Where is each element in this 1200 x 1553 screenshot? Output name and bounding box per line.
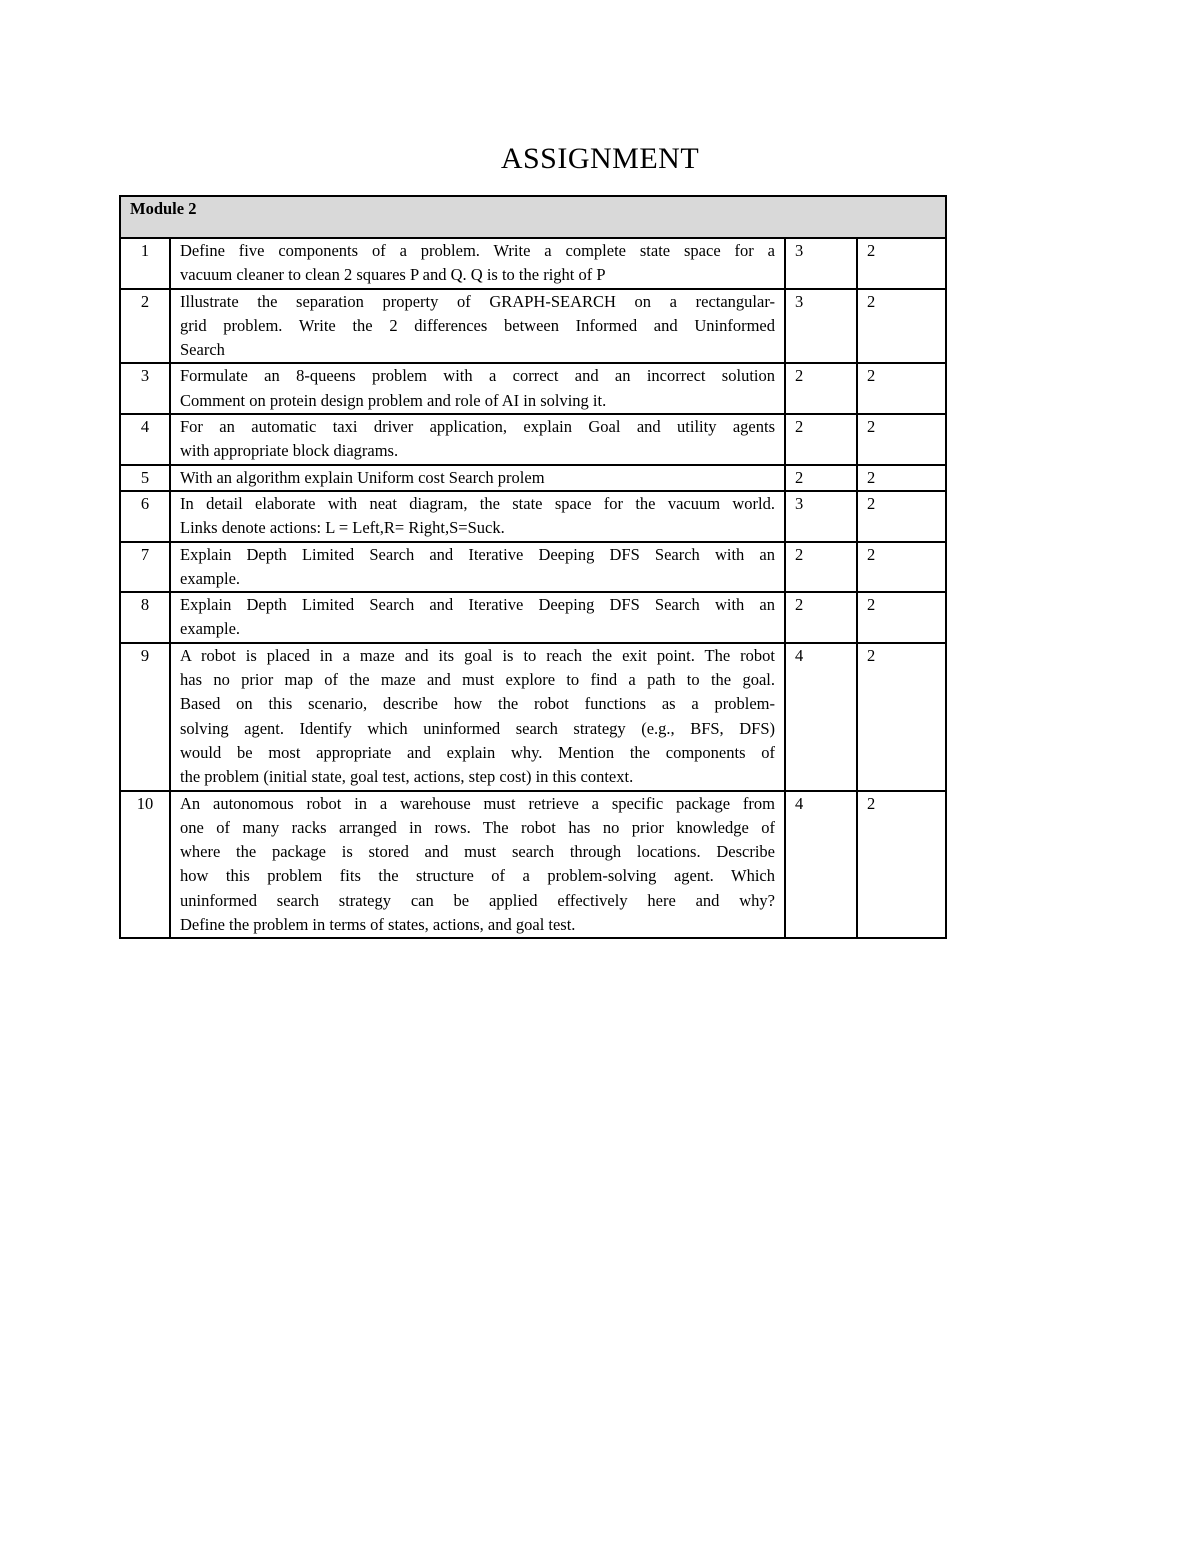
question-text-line: Based on this scenario, describe how the robot functions as a problem- <box>180 694 775 714</box>
question-text-line: solving agent. Identify which uninformed search strategy (e.g., BFS, DFS) <box>180 718 775 738</box>
question-number: 4 <box>120 414 170 465</box>
question-text-line: one of many racks arranged in rows. The robot has no prior knowledge of <box>180 817 775 837</box>
question-text-line: vacuum cleaner to clean 2 squares P and Q. Q is to the right of P <box>180 265 606 285</box>
question-marks: 2 <box>785 414 857 465</box>
question-number: 9 <box>120 643 170 791</box>
module-header-row <box>120 196 946 238</box>
question-text-line: Illustrate the separation property of GRAPH-SEARCH on a rectangular- <box>180 291 775 311</box>
question-number: 5 <box>120 465 170 491</box>
question-text-line: would be most appropriate and explain why. Mention the components of <box>180 742 775 762</box>
question-marks: 2 <box>785 592 857 643</box>
question-row <box>120 414 946 465</box>
question-number: 10 <box>120 791 170 939</box>
question-text-line: Links denote actions: L = Left,R= Right,S=Suck. <box>180 518 505 538</box>
question-text-line: with appropriate block diagrams. <box>180 441 399 461</box>
question-text-line: Define five components of a problem. Write a complete state space for a <box>180 241 775 260</box>
question-row <box>120 238 946 289</box>
question-row <box>120 491 946 542</box>
question-marks: 3 <box>785 289 857 364</box>
assignment-table <box>119 195 947 939</box>
module-label: Module 2 <box>120 196 946 238</box>
question-text <box>170 491 785 542</box>
question-text <box>170 465 785 491</box>
question-text-line: grid problem. Write the 2 differences between Informed and Uninformed <box>180 315 775 335</box>
question-number: 7 <box>120 542 170 593</box>
question-co: 2 <box>857 238 946 289</box>
question-row <box>120 363 946 414</box>
question-marks: 2 <box>785 363 857 414</box>
question-text-line: Define the problem in terms of states, actions, and goal test. <box>180 915 576 935</box>
question-number: 2 <box>120 289 170 364</box>
question-text <box>170 643 785 791</box>
question-text-line: For an automatic taxi driver application, explain Goal and utility agents <box>180 417 775 437</box>
question-co: 2 <box>857 643 946 791</box>
question-number: 1 <box>120 238 170 289</box>
question-text <box>170 238 785 289</box>
question-row <box>120 289 946 364</box>
question-row <box>120 592 946 643</box>
question-text-line: has no prior map of the maze and must explore to find a path to the goal. <box>180 670 775 690</box>
question-text-line: example. <box>180 568 241 588</box>
page-title: ASSIGNMENT <box>500 142 700 175</box>
question-text-line: Explain Depth Limited Search and Iterative Deeping DFS Search with an <box>180 595 775 615</box>
question-text <box>170 414 785 465</box>
question-co: 2 <box>857 592 946 643</box>
question-number: 8 <box>120 592 170 643</box>
question-text <box>170 289 785 364</box>
question-number: 6 <box>120 491 170 542</box>
question-text-line: example. <box>180 619 241 639</box>
question-co: 2 <box>857 491 946 542</box>
question-text-line: how this problem fits the structure of a problem-solving agent. Which <box>180 866 775 886</box>
question-marks: 4 <box>785 791 857 939</box>
question-marks: 4 <box>785 643 857 791</box>
question-co: 2 <box>857 791 946 939</box>
question-row <box>120 542 946 593</box>
question-text-line: An autonomous robot in a warehouse must retrieve a specific package from <box>180 793 775 813</box>
question-text-line: Formulate an 8-queens problem with a correct and an incorrect solution <box>180 366 775 386</box>
question-text <box>170 363 785 414</box>
question-number: 3 <box>120 363 170 414</box>
question-co: 2 <box>857 542 946 593</box>
question-marks: 2 <box>785 542 857 593</box>
question-text-line: the problem (initial state, goal test, actions, step cost) in this context. <box>180 767 634 787</box>
question-co: 2 <box>857 414 946 465</box>
question-marks: 3 <box>785 238 857 289</box>
question-text-line: Explain Depth Limited Search and Iterative Deeping DFS Search with an <box>180 544 775 564</box>
question-text-line: where the package is stored and must search through locations. Describe <box>180 842 775 862</box>
question-row <box>120 643 946 791</box>
question-text-line: uninformed search strategy can be applied effectively here and why? <box>180 890 775 910</box>
question-text-line: In detail elaborate with neat diagram, the state space for the vacuum world. <box>180 493 775 513</box>
question-text-line: A robot is placed in a maze and its goal is to reach the exit point. The robot <box>180 645 775 665</box>
question-text <box>170 592 785 643</box>
question-marks: 2 <box>785 465 857 491</box>
question-marks: 3 <box>785 491 857 542</box>
question-text-line: Comment on protein design problem and role of AI in solving it. <box>180 390 607 410</box>
assignment-table-body <box>120 196 946 938</box>
question-co: 2 <box>857 289 946 364</box>
question-text <box>170 542 785 593</box>
question-co: 2 <box>857 465 946 491</box>
question-row <box>120 791 946 939</box>
question-text <box>170 791 785 939</box>
question-row <box>120 465 946 491</box>
question-text-line: Search <box>180 340 225 360</box>
question-text-line: With an algorithm explain Uniform cost Search prolem <box>180 467 545 487</box>
question-co: 2 <box>857 363 946 414</box>
